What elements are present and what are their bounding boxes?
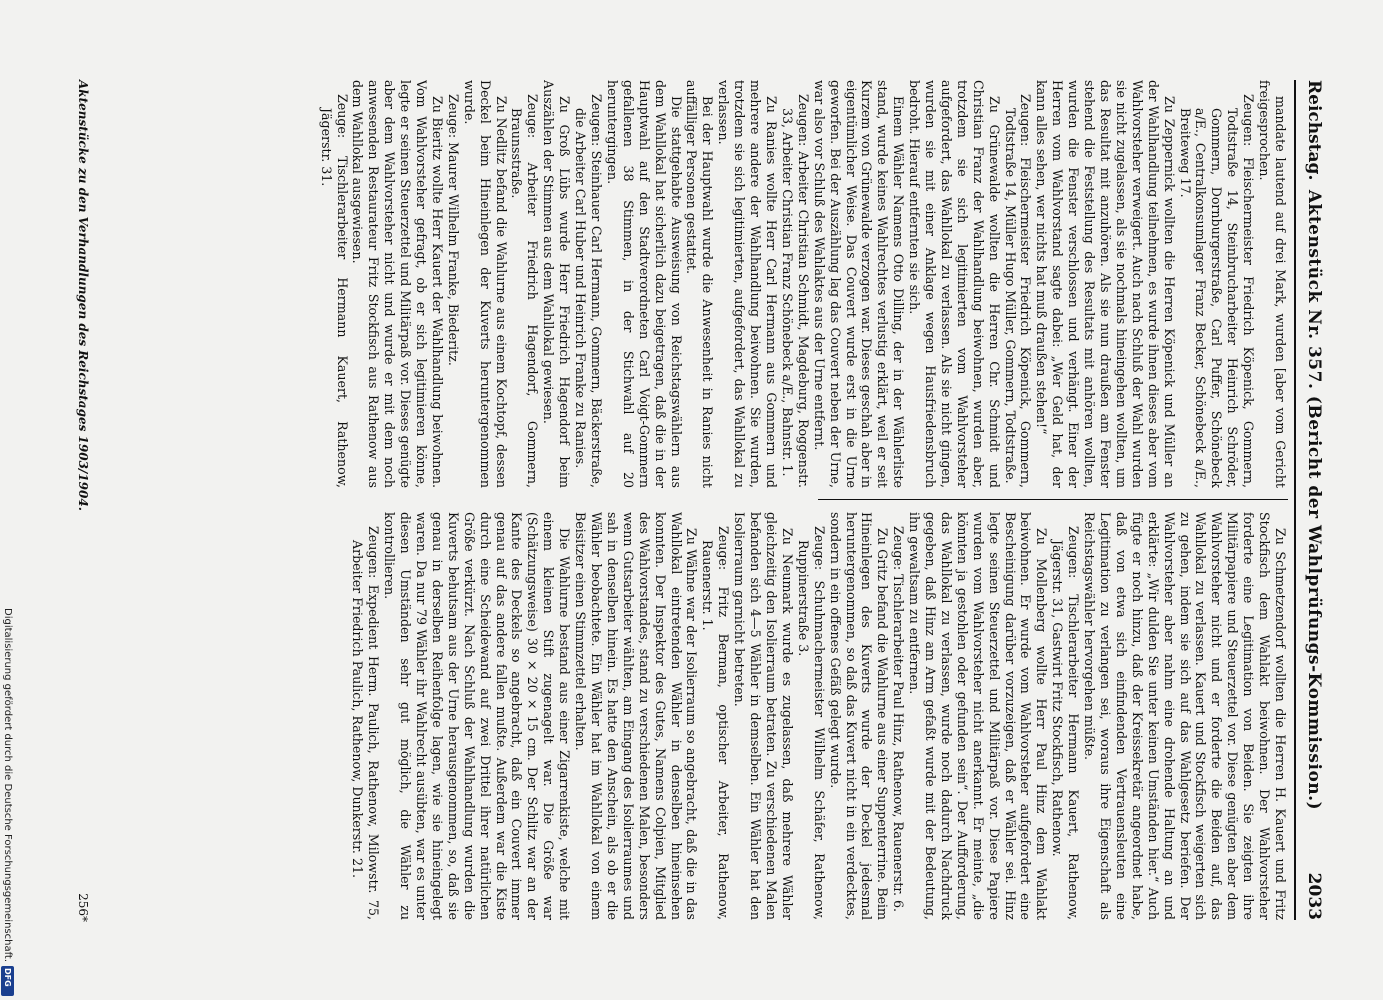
column-divider [818, 499, 1288, 500]
paragraph: Einem Wähler Namens Otto Dilling, der in der Wählerliste stand, wurde keines Wahlrechtes verlustig erklärt, weil er seit Kurzem von Grünewalde verzogen war. Dieses geschah aber in eigentümlicher Weise. Das Couvert wurde erst in die Urne geworfen. Bei der Auszählung lag das Couvert neben der Urne, war also vor Schluß des Wahlaktes aus der Urne entfernt. [811, 80, 907, 488]
paragraph: Zu Bieritz wollte Herr Kauert der Wahlhandlung beiwohnen. Vom Wahlvorsteher gefragt, ob er sich legitimieren könne, legte er seinen Steuerzettel und Militärpaß vor. Dieses genügte aber dem Wahlvorsteher nicht und wurde er mit dem noch anwesenden Restaurateur Fritz Stockfisch aus Rathenow aus dem Wahllokal ausgewiesen. [350, 80, 445, 488]
witness-entry: Zeuge: Arbeiter Friedrich Hagendorf, Gommern, Braunsstraße. [509, 94, 541, 488]
witness-entry: Zeugen: Steinhauer Carl Hermann, Gommern, Bäckerstraße, die Arbeiter Carl Huber und Heinrich Franke zu Ranies. [573, 94, 605, 488]
footer-source: Aktenstücke zu den Verhandlungen des Reichstages 1903/1904. [76, 80, 90, 511]
paragraph: Zu Gritz befand die Wahlurne aus einer Suppenterrine. Beim Hineinlegen des Kuverts wurde der Deckel jedesmal heruntergenommen, so daß das Kuvert nicht in ein verdecktes, sondern in ein offenes Gefäß gelegt wurde. [827, 512, 891, 920]
witness-entry: Zeuge: Tischlerarbeiter Paul Hinz, Rathenow, Rauenerstr. 6. [891, 526, 907, 913]
digitization-credit [1, 608, 15, 1000]
witness-entry: Zeugen: Expedient Herm. Paulich, Rathenow, Milowstr. 75, Arbeiter Friedrich Paulich, Rathenow, Dunkerstr. 21. [350, 526, 382, 920]
header-left: Reichstag. [1304, 80, 1324, 181]
paragraph: Zu Nedlitz befand die Wahlurne aus einem Kochtopf, dessen Deckel beim Hineinlegen der Kuverts heruntergenommen wurde. [461, 80, 509, 488]
dfg-logo-text: DFG [3, 968, 12, 987]
right-column [108, 512, 1288, 920]
page-header [1294, 80, 1330, 920]
header-title: Aktenstück Nr. 357. (Bericht der Wahlprüfungs-Kommission.) [1304, 189, 1324, 811]
sheet-number: 256* [76, 893, 90, 922]
paragraph: mandate lautend auf drei Mark, wurden [aber vom Gericht freigesprochen. [1257, 80, 1288, 488]
document-page [10, 0, 1330, 1000]
left-column [108, 80, 1288, 488]
credit-text: Digitalisierung gefördert durch die Deutsche Forschungsgemeinschaft. [2, 608, 13, 963]
witness-entry: Zeuge: Tischlerarbeiter Hermann Kauert, Rathenow, Jägerstr. 31. [318, 94, 350, 488]
page-number: 2033 [1304, 872, 1324, 920]
paragraph: Zu Groß Lübs wurde Herr Friedrich Hagendorf beim Auszählen der Stimmen aus dem Wahllokal gewiesen. [541, 80, 573, 488]
witness-entry: Zeugen: Arbeiter Christian Schmidt, Magdeburg, Roggenstr. 33, Arbeiter Christian Franz Schönebeck a/E., Bahnstr. 1. [779, 94, 811, 488]
witness-entry: Zeugen: Fleischermeister Friedrich Köpenick, Gommern, Todtstraße 14, Steinbrucharbeiter Heinrich Schröder, Gommern, Dornburgerstraße, Carl Puffer, Schönebeck a/E., Centralkonsumlager Franz Becker, Schönebeck a/E., Breiteweg 17. [1177, 94, 1257, 488]
paragraph: Die stattgehabte Ausweisung von Reichstagswählern aus dem Wahllokal hat sicherlich dazu beigetragen, daß die in der Hauptwahl auf den Stadtverordneten Carl Voigt-Gommern gefallenen 38 Stimmen, in der Stichwahl auf 20 heruntergingen. [604, 80, 684, 488]
witness-entry: Zeuge: Schuhmachermeister Wilhelm Schäfer, Rathenow, Ruppinerstraße 3. [795, 526, 827, 920]
paragraph: Zu Mollenberg wollte Herr Paul Hinz dem Wahlakt beiwohnen. Er wurde vom Wahlvorsteher aufgefordert eine Bescheinigung darüber vorzuzeigen, daß er Wähler sei. Hinz legte seinen Steuerzettel und Militärpaß vor. Diese Papiere wurden vom Wahlvorsteher nicht anerkannt. Er meinte, „die könnten ja gestohlen oder gefunden sein“. Der Aufforderung, das Wahllokal zu verlassen, wurde noch dadurch Nachdruck gegeben, daß Hinz am Arm gefaßt wurde mit der Bedeutung, ihn gewaltsam zu entfernen. [907, 512, 1050, 920]
paragraph: Zu Schmetzendorf wollten die Herren H. Kauert und Fritz Stockfisch dem Wahlakt beiwohnen. Der Wahlvorsteher forderte eine Legitimation von Beiden. Sie zeigten ihre Militärpapiere und Steuerzettel vor. Diese genügten aber dem Wahlvorsteher nicht und er forderte die Beiden auf, das Wahllokal zu verlassen. Kauert und Stockfisch weigerten sich zu gehen, indem sie sich auf das Wahlgesetz beriefen. Der Wahlvorsteher aber nahm eine drohende Haltung an und erklärte: „Wir dulden Sie unter keinen Umständen hier.“ Auch fügte er noch hinzu, daß der Kreissekretär angeordnet habe, daß von etwa sich einfindenden Vertrauensleuten eine Legitimation zu verlangen sei, woraus ihre Eigenschaft als Reichstagswähler hervorgehen müßte. [1082, 512, 1288, 920]
paragraph: Zu Grünewalde wollten die Herren Chr. Schmidt und Christian Franz der Wahlhandlung beiwohnen, wurden aber, trotzdem sie sich legitimierten vom Wahlvorsteher aufgefordert, das Wahllokal zu verlassen. Als sie nicht gingen, wurden sie mit einer Anklage wegen Hausfriedensbruch bedroht. Hierauf entfernten sie sich. [907, 80, 1002, 488]
paragraph: Zu Wähne war der Isolierraum so angebracht, daß die in das Wahllokal eintretenden Wähler in denselben hineinsehen konnten. Der Inspektor des Gutes, Namens Colpien, Mitglied des Wahlvorstandes, stand zu verschiedenen Malen, besonders wenn Gutsarbeiter wählten, am Eingang des Isolierraumes und sah in denselben hinein. Es hatte den Anschein, als ob er die Wähler beobachtete. Ein Wähler hat im Wahllokal von einem Beisitzer einen Stimmzettel erhalten. [573, 512, 700, 920]
witness-entry: Zeugen: Tischlerarbeiter Hermann Kauert, Rathenow, Jägerstr. 31, Gastwirt Fritz Stockfisch, Rathenow. [1050, 526, 1082, 920]
paragraph: Zu Ranies wollte Herr Carl Hermann aus Gommern und mehrere andere der Wahlhandlung beiwohnen. Sie wurden, trotzdem sie sich legitimierten, aufgefordert, das Wahllokal zu verlassen. [716, 80, 779, 488]
witness-entry: Zeugen: Fleischermeister Friedrich Köpenick, Gommern, Todtstraße 14, Müller Hugo Müller, Gommern, Todtstraße. [1002, 94, 1034, 488]
paragraph: Bei der Hauptwahl wurde die Anwesenheit in Ranies nicht auffälliger Personen gestattet. [684, 80, 716, 488]
witness-entry: Zeuge: Fritz Berman, optischer Arbeiter, Rathenow, Rauenerstr. 1. [700, 526, 732, 920]
paragraph: Zu Zeppernick wollten die Herren Köpenick und Müller an der Wahlhandlung teilnehmen, es wurde ihnen dieses aber vom Wahlvorsteher verweigert. Auch nach Schluß der Wahl wurden sie nicht zugelassen, als sie nochmals hineingehen wollten, um das Resultat mit anzuhören. Als sie nun draußen am Fenster stehend die Feststellung des Resultats mit anhören wollten, wurden die Fenster verschlossen und verhängt. Einer der Herren vom Wahlvorstand sagte dabei: „Wer Geld hat, der kann alles sehen, wer nichts hat muß draußen stehen!“ [1034, 80, 1177, 488]
dfg-logo-icon [1, 966, 14, 996]
paragraph: Die Wahlurne bestand aus einer Zigarrenkiste, welche mit einem kleinen Stift zugenagelt war. Die Größe war (Schätzungsweise) 30 × 20 × 15 cm. Der Schlitz war an der Kante des Deckels so angebracht, daß ein Couvert immer genau auf das andere fallen mußte. Außerdem war die Kiste durch eine Scheidewand auf zwei Drittel ihrer natürlichen Größe verkürzt. Nach Schluß der Wahlhandlung wurden die Kuverts behutsam aus der Urne herausgenommen, so, daß sie genau in derselben Reihenfolge lagen, wie sie hineingelegt waren. Da nur 79 Wähler ihr Wahlrecht ausübten, war es unter diesen Umständen sehr gut möglich, die Wähler zu kontrollieren. [382, 512, 573, 920]
paragraph: Zu Neumark wurde es zugelassen, daß mehrere Wähler gleichzeitig den Isolierraum betraten. Zu verschiedenen Malen befanden sich 4—5 Wähler in demselben. Ein Wähler hat den Isolierraum garnicht betreten. [732, 512, 795, 920]
witness-entry: Zeuge: Maurer Wilhelm Franke, Biederitz. [445, 94, 461, 366]
text-columns [108, 80, 1288, 920]
